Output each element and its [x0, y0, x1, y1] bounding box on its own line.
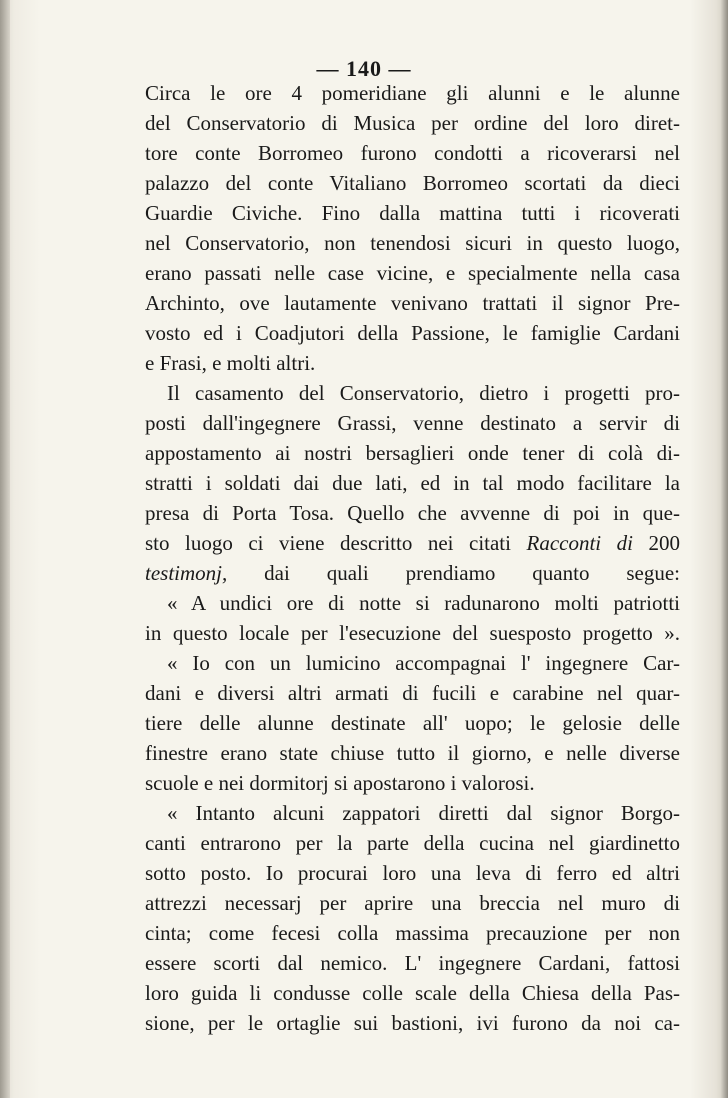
text-line: stratti i soldati dai due lati, ed in tal modo facilitare la [145, 471, 680, 495]
text-line: del Conservatorio di Musica per ordine del loro diret- [145, 111, 680, 135]
text-number: 200 [648, 531, 680, 555]
text-line: sione, per le ortaglie sui bastioni, ivi furono da noi ca- [145, 1011, 680, 1035]
page-right-edge [720, 0, 728, 1098]
text-line: scuole e nei dormitorj si apostarono i valorosi. [145, 771, 535, 795]
text-line-mixed [145, 558, 680, 588]
text-line: Circa le ore 4 pomeridiane gli alunni e le alunne [145, 81, 680, 105]
text-line: Guardie Civiche. Fino dalla mattina tutti i ricoverati [145, 201, 680, 225]
text-line: vosto ed i Coadjutori della Passione, le famiglie Cardani [145, 321, 680, 345]
text-line: erano passati nelle case vicine, e specialmente nella casa [145, 261, 680, 285]
body-text [145, 78, 680, 1038]
text-line: « Io con un lumicino accompagnai l' ingegnere Car- [167, 651, 680, 675]
text-segment: dai quali prendiamo quanto segue: [264, 561, 680, 585]
text-line: finestre erano state chiuse tutto il giorno, e nelle diverse [145, 741, 680, 765]
text-line: tiere delle alunne destinate all' uopo; le gelosie delle [145, 711, 680, 735]
page-left-edge [0, 0, 10, 1098]
text-line: posti dall'ingegnere Grassi, venne destinato a servir di [145, 411, 680, 435]
page-number: — 140 — [316, 56, 412, 81]
text-line: dani e diversi altri armati di fucili e carabine nel quar- [145, 681, 680, 705]
text-line: « Intanto alcuni zappatori diretti dal signor Borgo- [167, 801, 680, 825]
text-line: « A undici ore di notte si radunarono molti patriotti [167, 591, 680, 615]
text-line: cinta; come fecesi colla massima precauzione per non [145, 921, 680, 945]
text-line: palazzo del conte Vitaliano Borromeo scortati da dieci [145, 171, 680, 195]
text-segment: sto luogo ci viene descritto nei citati [145, 531, 511, 555]
text-line: sotto posto. Io procurai loro una leva di ferro ed altri [145, 861, 680, 885]
text-line: in questo locale per l'esecuzione del suesposto progetto ». [145, 621, 680, 645]
text-line: Archinto, ove lautamente venivano trattati il signor Pre- [145, 291, 680, 315]
text-line: loro guida li condusse colle scale della Chiesa della Pas- [145, 981, 680, 1005]
text-line-mixed [145, 528, 680, 558]
text-line: essere scorti dal nemico. L' ingegnere Cardani, fattosi [145, 951, 680, 975]
text-line: nel Conservatorio, non tenendosi sicuri in questo luogo, [145, 231, 680, 255]
text-line: e Frasi, e molti altri. [145, 351, 316, 375]
text-line: tore conte Borromeo furono condotti a ricoverarsi nel [145, 141, 680, 165]
text-line: Il casamento del Conservatorio, dietro i progetti pro- [167, 381, 680, 405]
italic-title: testimonj, [145, 561, 228, 585]
text-line: presa di Porta Tosa. Quello che avvenne di poi in que- [145, 501, 680, 525]
text-line: appostamento ai nostri bersaglieri onde tener di colà di- [145, 441, 680, 465]
text-line: attrezzi necessarj per aprire una breccia nel muro di [145, 891, 680, 915]
text-line: canti entrarono per la parte della cucina nel giardinetto [145, 831, 680, 855]
italic-title: Racconti di [526, 531, 633, 555]
